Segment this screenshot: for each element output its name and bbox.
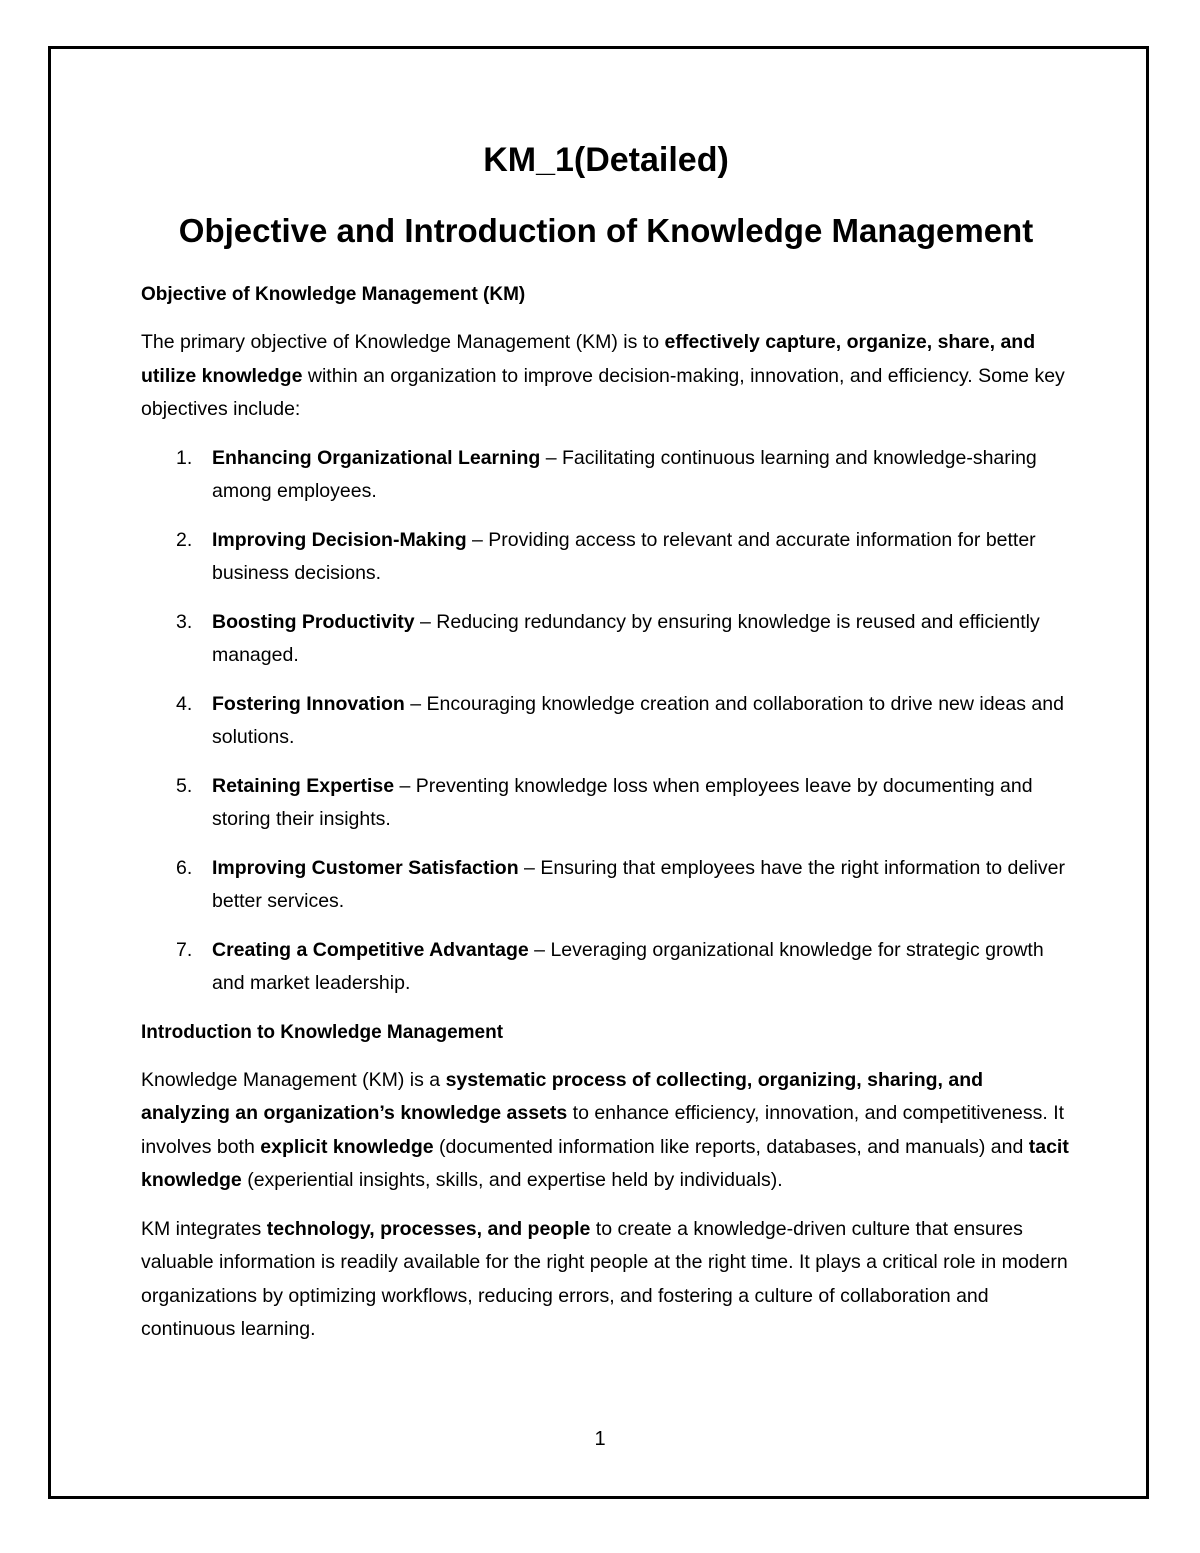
- list-item-title: Improving Decision-Making: [212, 528, 467, 551]
- list-item-title: Improving Customer Satisfaction: [212, 856, 519, 879]
- paragraph-bold-text: tacit knowledge: [141, 1135, 1069, 1192]
- paragraph-text: Knowledge Management (KM) is a: [141, 1068, 446, 1091]
- list-item-number: 1.: [176, 446, 193, 469]
- intro-text: within an organization to improve decision-making, innovation, and efficiency. Some key objectives include:: [141, 364, 1065, 421]
- paragraph-bold-text: explicit knowledge: [260, 1135, 434, 1158]
- paragraph-text: to enhance efficiency, innovation, and competitiveness. It involves both: [141, 1102, 1065, 1158]
- list-item-description: – Reducing redundancy by ensuring knowledge is reused and efficiently managed.: [212, 610, 1040, 666]
- intro-text: The primary objective of Knowledge Management (KM) is to: [141, 331, 665, 354]
- paragraph-text: (experiential insights, skills, and expertise held by individuals).: [241, 1169, 783, 1192]
- document-body: [141, 140, 1071, 1347]
- list-item: [141, 852, 1071, 918]
- introduction-heading: Introduction to Knowledge Management: [141, 1021, 504, 1043]
- intro-bold-text: effectively capture, organize, share, and utilize knowledge: [141, 331, 1036, 387]
- list-item-description: – Leveraging organizational knowledge for strategic growth and market leadership.: [212, 938, 1044, 994]
- paragraph-text: KM integrates: [141, 1217, 267, 1240]
- list-item-title: Retaining Expertise: [212, 774, 395, 797]
- list-item: [141, 934, 1071, 1000]
- list-item-description: – Facilitating continuous learning and knowledge-sharing among employees.: [212, 446, 1037, 502]
- list-item-number: 7.: [176, 938, 193, 961]
- document-title: KM_1(Detailed): [483, 141, 729, 179]
- document-subtitle: Objective and Introduction of Knowledge Management: [178, 211, 1034, 249]
- page-number: 1: [594, 1428, 606, 1450]
- list-item: [141, 770, 1071, 836]
- objectives-intro-paragraph: [141, 326, 1071, 427]
- list-item-number: 6.: [176, 856, 193, 879]
- list-item: [141, 688, 1071, 754]
- paragraph-bold-text: systematic process of collecting, organizing, sharing, and analyzing an organization’s knowledge assets: [141, 1068, 984, 1125]
- list-item-description: – Encouraging knowledge creation and collaboration to drive new ideas and solutions.: [212, 692, 1064, 748]
- paragraph-text: to create a knowledge-driven culture that ensures valuable information is readily available for the right people at the right time. It plays a critical role in modern organizations by optimizing workflows, reducing errors, and fostering a culture of collaboration and continuous learning.: [141, 1217, 1068, 1341]
- list-item: [141, 524, 1071, 590]
- list-item: [141, 606, 1071, 672]
- list-item-title: Creating a Competitive Advantage: [212, 938, 529, 961]
- introduction-paragraph-1: [141, 1064, 1071, 1198]
- list-item-title: Fostering Innovation: [212, 692, 405, 715]
- list-item-number: 3.: [176, 610, 193, 633]
- list-item-title: Enhancing Organizational Learning: [212, 446, 541, 469]
- introduction-paragraph-2: [141, 1213, 1071, 1347]
- paragraph-bold-text: technology, processes, and people: [266, 1217, 591, 1240]
- list-item-description: – Preventing knowledge loss when employees leave by documenting and storing their insights.: [212, 774, 1033, 830]
- list-item-number: 2.: [176, 528, 193, 551]
- objectives-list: [141, 442, 1071, 1000]
- list-item-description: – Providing access to relevant and accurate information for better business decisions.: [212, 528, 1036, 584]
- list-item-description: – Ensuring that employees have the right information to deliver better services.: [212, 856, 1065, 912]
- list-item-title: Boosting Productivity: [212, 610, 415, 633]
- paragraph-text: (documented information like reports, databases, and manuals) and: [433, 1135, 1029, 1158]
- objectives-heading: Objective of Knowledge Management (KM): [141, 284, 526, 306]
- list-item-number: 4.: [176, 692, 193, 715]
- list-item: [141, 442, 1071, 508]
- list-item-number: 5.: [176, 774, 193, 797]
